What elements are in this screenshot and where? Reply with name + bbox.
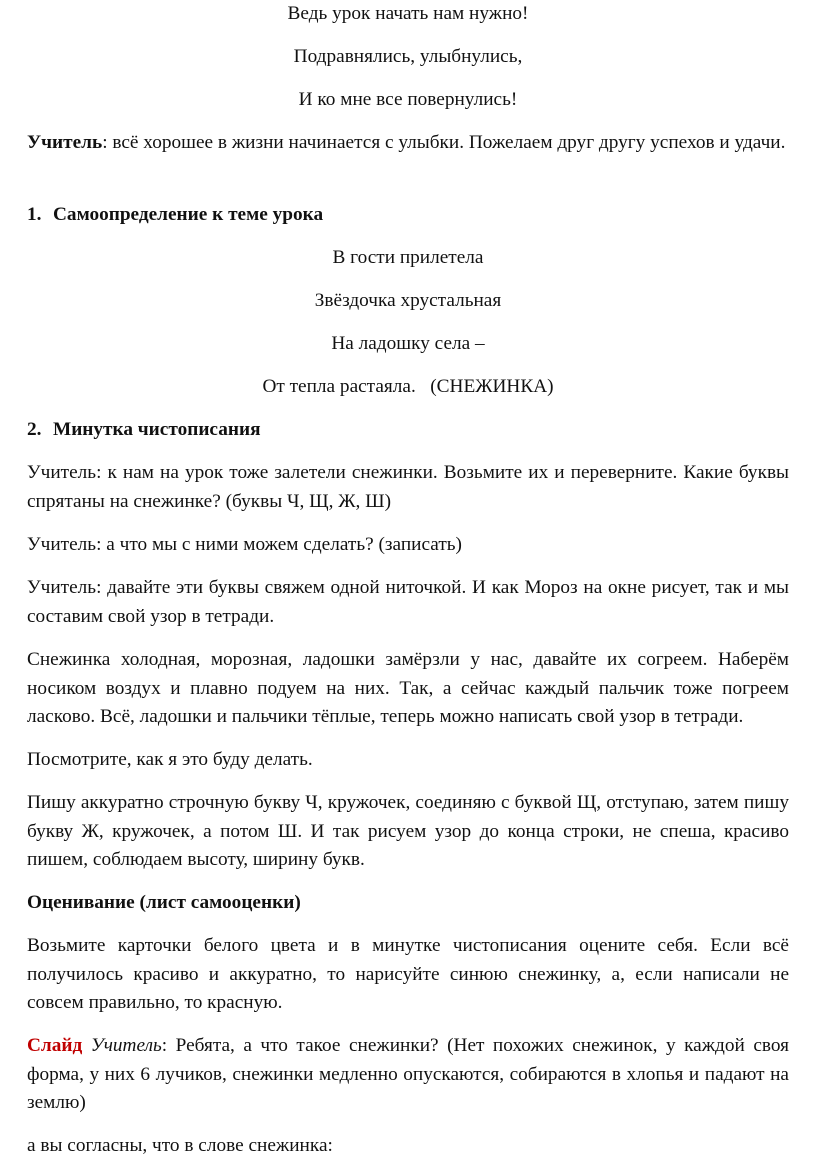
paragraph-6: Пишу аккуратно строчную букву Ч, кружочек, соединяю с буквой Щ, отступаю, затем пишу букву Ж, кружочек, а потом Ш. И так рисуем узор до конца строки, не спеша, красиво пишем, соблюдаем высоту, ширину букв. — [27, 792, 789, 870]
paragraph-2: Учитель: а что мы с ними можем сделать? (записать) — [27, 534, 462, 555]
paragraph-3: Учитель: давайте эти буквы свяжем одной ниточкой. И как Мороз на окне рисует, так и мы составим свой узор в тетради. — [27, 577, 789, 627]
paragraph-1: Учитель: к нам на урок тоже залетели снежинки. Возьмите их и переверните. Какие буквы спрятаны на снежинке? (буквы Ч, Щ, Ж, Ш) — [27, 462, 789, 512]
riddle-line-1: В гости прилетела — [332, 247, 484, 268]
section-title-2: Минутка чистописания — [53, 419, 261, 440]
teacher-greeting — [27, 129, 789, 158]
assessment-title: Оценивание (лист самооценки) — [27, 892, 301, 913]
riddle-line-2: Звёздочка хрустальная — [314, 290, 502, 311]
poem-line-1: Ведь урок начать нам нужно! — [287, 3, 529, 24]
last-line: а вы согласны, что в слове снежинка: — [27, 1135, 333, 1156]
riddle-line-3: На ладошку села – — [331, 333, 485, 354]
slide-label: Слайд — [27, 1035, 83, 1056]
poem-line-3: И ко мне все повернулись! — [298, 89, 518, 110]
paragraph-4: Снежинка холодная, морозная, ладошки замёрзли у нас, давайте их согреем. Наберём носиком воздух и плавно подуем на них. Так, а сейчас каждый пальчик тоже погреем ласково. Всё, ладошки и пальчики тёплые, теперь можно написать свой узор в тетради. — [27, 649, 789, 727]
section-title-1: Самоопределение к теме урока — [53, 204, 324, 225]
assessment-text: Возьмите карточки белого цвета и в минутке чистописания оцените себя. Если всё получилось красиво и аккуратно, то нарисуйте синюю снежинку, а, если написали не совсем правильно, то красную. — [27, 935, 789, 1013]
section-number-2: 2. — [27, 419, 42, 440]
slide-speaker: Учитель — [90, 1035, 162, 1056]
paragraph-5: Посмотрите, как я это буду делать. — [27, 749, 313, 770]
slide-paragraph — [27, 1032, 789, 1118]
teacher-greeting-text: : всё хорошее в жизни начинается с улыбки. Пожелаем друг другу успехов и удачи. — [102, 132, 786, 153]
section-heading-2 — [27, 416, 789, 445]
teacher-speaker: Учитель — [27, 132, 103, 153]
riddle-line-4: От тепла растаяла. (СНЕЖИНКА) — [262, 376, 554, 397]
slide-text: : Ребята, а что такое снежинки? (Нет похожих снежинок, у каждой своя форма, у них 6 лучиков, снежинки медленно опускаются, собираются в хлопья и падают на землю) — [27, 1035, 789, 1113]
section-heading-1 — [27, 201, 789, 230]
section-number-1: 1. — [27, 204, 42, 225]
poem-line-2: Подравнялись, улыбнулись, — [293, 46, 523, 67]
